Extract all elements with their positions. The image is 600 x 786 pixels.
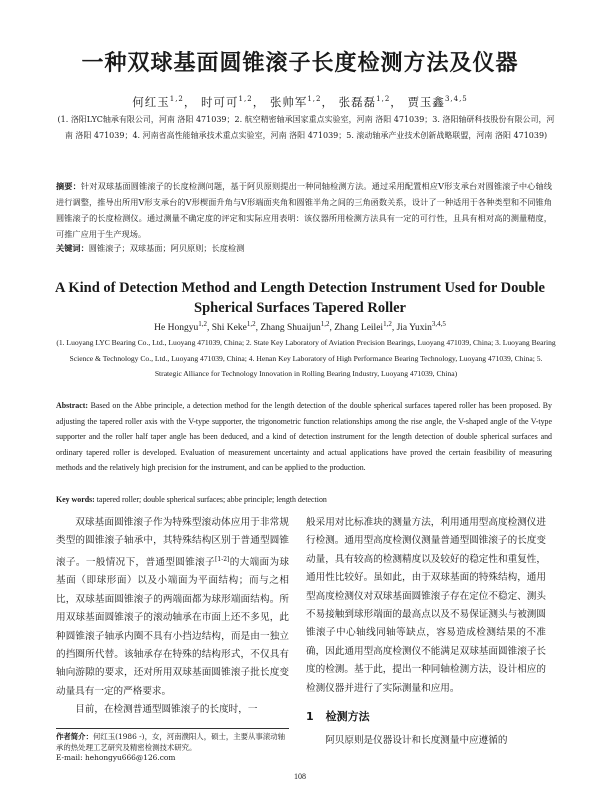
author-en-sup: 1,2 — [198, 320, 207, 328]
author-en: Zhang Shuaijun — [260, 323, 321, 334]
authors-chinese: 何红玉$^{1,2}$， 时可可$^{1,2}$， 张帅军$^{1,2}$， 张磊磊$^{1,2}$， 贾玉鑫$^{3,4,5}$ — [132, 95, 468, 109]
footnote-label: 作者简介： — [56, 732, 93, 741]
affiliations-english: (1. Luoyang LYC Bearing Co., Ltd., Luoyang 471039, China; 2. State Key Laboratory of Aviation Precision Bearings, Luoyang 471039, China; 3. Luoyang Bearing Science & Technology Co., Ltd., Luoyang 471039, China; 4. Henan Key Laboratory of High Performance Bearing Technology, Luoyang 471039, China; 5. Strategic Alliance for Technology Innovation in Rolling Bearing Industry, Luoyang 471039, China) — [56, 338, 556, 378]
author-en-sup: 1,2 — [383, 320, 392, 328]
author-en: He Hongyu — [154, 323, 199, 334]
body-paragraph: 般采用对比标准块的测量方法，利用通用型高度检测仪进行检测。通用型高度检测仪测量普通型圆锥滚子的长度变动量，具有较高的检测精度以及较好的稳定性和重复性，通用性比较好。虽如此，由于双球基面的特殊结构，通用型高度检测仪对双球基面圆锥滚子存在定位不稳定、测头不易接触到球形端面的最高点以及不易保证测头与被测圆锥滚子中心轴线同轴等缺点，容易造成检测结果的不准确，因此通用型高度检测仪不能满足双球基面圆锥滚子长度的检测。基于此，提出一种同轴检测方法，设计相应的检测仪器并进行了实际测量和应用。 — [306, 517, 546, 694]
body-column-right — [306, 514, 546, 751]
author-cn: 贾玉鑫 — [407, 95, 445, 109]
abstract-chinese — [56, 178, 552, 242]
body-column-left — [56, 514, 289, 720]
title-english: A Kind of Detection Method and Length Detection Instrument Used for Double Spherical Surfaces Tapered Roller — [55, 280, 545, 316]
author-cn: 时可可 — [201, 95, 239, 109]
keywords-english — [56, 493, 552, 507]
author-en-sup: 1,2 — [320, 320, 330, 328]
footnote-divider — [56, 728, 289, 729]
author-cn-sup: 1,2 — [238, 95, 253, 104]
keywords-cn-label: 关键词： — [56, 243, 89, 253]
keywords-en-label: Key words: — [56, 495, 95, 504]
author-cn-sup: 3,4,5 — [444, 95, 468, 104]
body-paragraph — [56, 514, 289, 701]
abstract-en-label: Abstract: — [56, 401, 88, 410]
section-heading — [306, 708, 546, 726]
keywords-en-text: tapered roller; double spherical surfaces; abbe principle; length detection — [96, 495, 327, 504]
author-cn-sup: 1,2 — [169, 95, 184, 104]
authors-english: He Hongyu$^{1,2}$, Shi Keke$^{1,2}$, Zhang Shuaijun$^{1,2}$, Zhang Leilei$^{1,2}$, Jia Yuxin$^{3,4,5}$ — [154, 320, 446, 334]
title-chinese: 一种双球基面圆锥滚子长度检测方法及仪器 — [81, 51, 519, 76]
author-cn-sup: 1,2 — [376, 95, 391, 104]
author-en: Jia Yuxin — [396, 323, 432, 334]
footnote-text: 何红玉(1986 -)，女，河南濮阳人，硕士，主要从事滚动轴承的热处理工艺研究及精密检测技术研究。 — [56, 732, 285, 752]
section-number: 1 — [306, 710, 314, 724]
abstract-cn-text: 针对双球基面圆锥滚子的长度检测问题，基于阿贝原则提出一种同轴检测方法。通过采用配置相应V形支承台对圆锥滚子中心轴线进行调整，推导出所用V形支承台的V形楔面升角与V形端面夹角和圆锥半角之间的三角函数关系，设计了一种适用于各种类型和不同锥角圆锥滚子的长度检测仪。通过测量不确定度的评定和实际应用表明：该仪器所用检测方法具有一定的可行性，且具有相对高的测量精度，可推广应用于生产现场。 — [56, 181, 552, 239]
abstract-english — [56, 398, 552, 476]
affiliations-chinese: (1. 洛阳LYC轴承有限公司，河南 洛阳 471039；2. 航空精密轴承国家重点实验室，河南 洛阳 471039；3. 洛阳轴研科技股份有限公司，河南 洛阳 471039；4. 河南省高性能轴承技术重点实验室，河南 洛阳 471039；5. 滚动轴承产业技术创新战略联盟，河南 洛阳 471039) — [57, 115, 555, 140]
section-title: 检测方法 — [325, 710, 370, 724]
citation: [1-2] — [215, 555, 230, 563]
body-text: 的大端面为球基面（即球形面）以及小端面为平面结构；而与之相比，双球基面圆锥滚子的两端面都为球形端面结构。所用双球基面圆锥滚子的滚动轴承在市面上还不多见，此种圆锥滚子轴承内圈不具有小挡边结构，而是由一独立的挡圈所代替。该轴承存在特殊的结构形式，不仅具有轴向游隙的要求，还对所用双球基面圆锥滚子批长度变动量具有一定的严格要求。 — [56, 557, 290, 697]
author-en-sup: 1,2 — [246, 320, 256, 328]
body-text: 双球基面圆锥滚子作为特殊型滚动体应用于非常规类型的圆锥滚子轴承中，其特殊结构区别于普通型圆锥滚子。一般情况下，普通型圆锥滚子 — [56, 517, 289, 568]
body-paragraph: 目前，在检测普通型圆锥滚子的长度时，一 — [75, 704, 258, 716]
author-cn: 何红玉 — [132, 95, 170, 109]
footnote-email: E-mail: hehongyu666@126.com — [56, 753, 176, 762]
author-cn-sup: 1,2 — [307, 95, 322, 104]
keywords-cn-text: 圆锥滚子；双球基面；阿贝原则；长度检测 — [88, 243, 245, 253]
keywords-chinese — [56, 241, 552, 255]
page-number: 108 — [294, 772, 306, 781]
author-footnote — [56, 732, 289, 764]
abstract-en-text: Based on the Abbe principle, a detection method for the length detection of the double spherical surfaces tapered roller has been proposed. By adjusting the tapered roller axis with the V-type supporter, the trigonometric function relationships among the rise angle, the V-shaped angle of the V-type supporter and the roller half taper angle has been deduced, and a kind of detection instrument for the length detection of double spherical surfaces and ordinary tapered roller is developed. Evaluation of measurement uncertainty and actual applications have proved the certain feasibility of measuring methods and the relatively high precision for the instrument, and can be applied to the production. — [56, 401, 552, 472]
body-paragraph: 阿贝原则是仪器设计和长度测量中应遵循的 — [325, 735, 508, 747]
author-cn: 张磊磊 — [338, 95, 377, 109]
author-en: Zhang Leilei — [334, 323, 384, 334]
author-cn: 张帅军 — [269, 95, 308, 109]
author-en-sup: 3,4,5 — [431, 320, 446, 328]
abstract-cn-label: 摘要： — [56, 181, 81, 191]
author-en: Shi Keke — [211, 323, 247, 334]
